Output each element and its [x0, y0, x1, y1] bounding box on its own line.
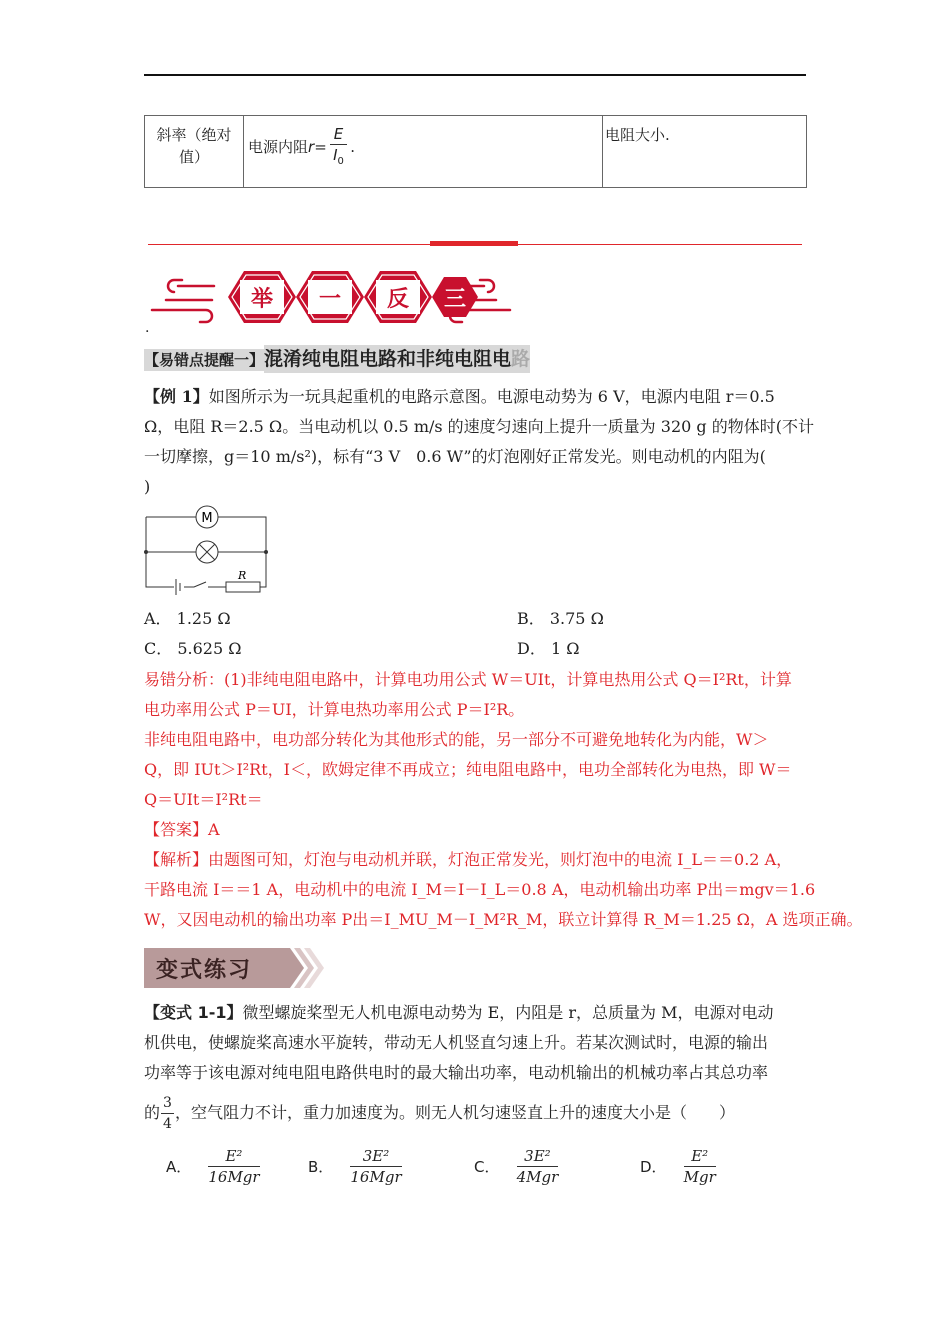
- answer-line: 【答案】A: [144, 820, 220, 839]
- section-title: 混淆纯电阻电路和非纯电阻电: [264, 345, 511, 373]
- header-rule: [144, 74, 806, 76]
- analysis-line: Q，即 IUt＞I²Rt，I＜，欧姆定律不再成立；纯电阻电路中，电功全部转化为电热，即 W＝: [144, 760, 792, 779]
- variant-fraction: $\frac{3}{4}$: [163, 1095, 172, 1132]
- option-b[interactable]: B． 3.75 Ω: [517, 609, 604, 628]
- red-divider-accent: [430, 241, 518, 246]
- variant-last-line: 的 $\frac{3}{4}$ ，空气阻力不计，重力加速度为。则无人机匀速竖直上升的速度大小是（ ）: [144, 1095, 735, 1132]
- option-d[interactable]: D． 1 Ω: [517, 639, 580, 658]
- variant-question: [144, 998, 812, 1088]
- left-swirl-icon: [152, 280, 214, 322]
- example-line-3: 一切摩擦，g＝10 m/s²)，标有“3 V 0.6 W”的灯泡刚好正常发光。则电动机的内阻为(: [144, 447, 766, 466]
- table-formula-cell: [244, 116, 603, 188]
- variant-label: 【变式 1-1】: [144, 1003, 243, 1022]
- circuit-diagram: [142, 503, 272, 595]
- variant-banner-text: 变式练习: [156, 958, 253, 983]
- section-banner: [148, 266, 514, 328]
- example-label: 【例 1】: [144, 387, 209, 406]
- banner-char-3: 反: [386, 287, 410, 312]
- resistor-label: R: [238, 569, 247, 582]
- formula-prefix: 电源内阻: [248, 138, 309, 156]
- formula-denominator: I: [333, 146, 338, 164]
- analysis-line: 电功率用公式 P＝UI，计算电热功率用公式 P＝I²R。: [144, 700, 525, 719]
- variant-line-3: 功率等于该电源对纯电阻电路供电时的最大输出功率，电动机输出的机械功率占其总功率: [144, 1063, 769, 1082]
- analysis-block: [144, 665, 863, 935]
- example-line-4: ): [144, 477, 151, 496]
- variant-line-1: 【变式 1-1】微型螺旋桨型无人机电源电动势为 E，内阻是 r，总质量为 M，电源对电动: [144, 1003, 774, 1022]
- table-row-label: 斜率（绝对值）: [145, 116, 244, 188]
- variant-option-a[interactable]: A． $\frac{\text{E²}}{\text{16Mgr}}$: [166, 1147, 260, 1186]
- formula-var: r: [308, 138, 315, 156]
- variant-option-c[interactable]: C． $\frac{\text{3E²}}{\text{4Mgr}}$: [474, 1147, 559, 1186]
- variant-option-d[interactable]: D． $\frac{\text{E²}}{\text{Mgr}}$: [640, 1147, 716, 1186]
- analysis-line: 非纯电阻电路中，电功部分转化为其他形式的能，另一部分不可避免地转化为内能，W＞: [144, 730, 769, 749]
- motor-label: M: [201, 511, 213, 526]
- formula-denominator-sub: 0: [337, 156, 344, 167]
- variant-line-2: 机供电，使螺旋桨高速水平旋转，带动无人机竖直匀速上升。若某次测试时，电源的输出: [144, 1033, 769, 1052]
- option-a[interactable]: A． 1.25 Ω: [144, 609, 231, 628]
- example-line-2: Ω，电阻 R＝2.5 Ω。当电动机以 0.5 m/s 的速度匀速向上提升一质量为 320 g 的物体时(不计: [144, 417, 814, 436]
- section-heading: [144, 343, 530, 375]
- solution-line: 【解析】由题图可知，灯泡与电动机并联，灯泡正常发光，则灯泡中的电流 I_L＝＝0.2 A，: [144, 850, 793, 869]
- banner-char-4: 三: [443, 287, 467, 312]
- banner-char-1: 举: [250, 287, 274, 312]
- solution-line: 干路电流 I＝＝1 A，电动机中的电流 I_M＝I－I_L＝0.8 A，电动机输出功率 P出＝mgv＝1.6: [144, 880, 816, 899]
- section-tag: 【易错点提醒一】: [144, 351, 265, 369]
- hexagon-chain: [228, 271, 478, 323]
- battery-icon: [176, 579, 180, 595]
- motor-icon: [196, 506, 218, 528]
- analysis-line: Q＝UIt＝I²Rt＝: [144, 790, 263, 809]
- info-table: [144, 115, 807, 188]
- formula-numerator: E: [330, 124, 347, 145]
- formula-fraction: [330, 124, 347, 172]
- variant-option-b[interactable]: B． $\frac{\text{3E²}}{\text{16Mgr}}$: [308, 1147, 402, 1186]
- option-c[interactable]: C． 5.625 Ω: [144, 639, 242, 658]
- section-title-tail: 路: [511, 345, 530, 373]
- stray-dot: .: [145, 320, 150, 336]
- formula-suffix: .: [350, 138, 356, 156]
- variant-banner: [144, 946, 324, 990]
- banner-char-2: 一: [318, 287, 342, 312]
- analysis-line: 易错分析：(1)非纯电阻电路中，计算电功用公式 W＝UIt，计算电热用公式 Q＝I²Rt，计算: [144, 670, 792, 689]
- formula-eq: =: [314, 138, 327, 156]
- example-1: [144, 382, 812, 502]
- table-right-cell: 电阻大小.: [603, 116, 807, 188]
- lamp-icon: [196, 541, 218, 563]
- example-line-1: 【例 1】如图所示为一玩具起重机的电路示意图。电源电动势为 6 V，电源内电阻 r＝0.5: [144, 387, 775, 406]
- solution-line: W，又因电动机的输出功率 P出＝I_MU_M－I_M²R_M，联立计算得 R_M＝1.25 Ω，A 选项正确。: [144, 910, 863, 929]
